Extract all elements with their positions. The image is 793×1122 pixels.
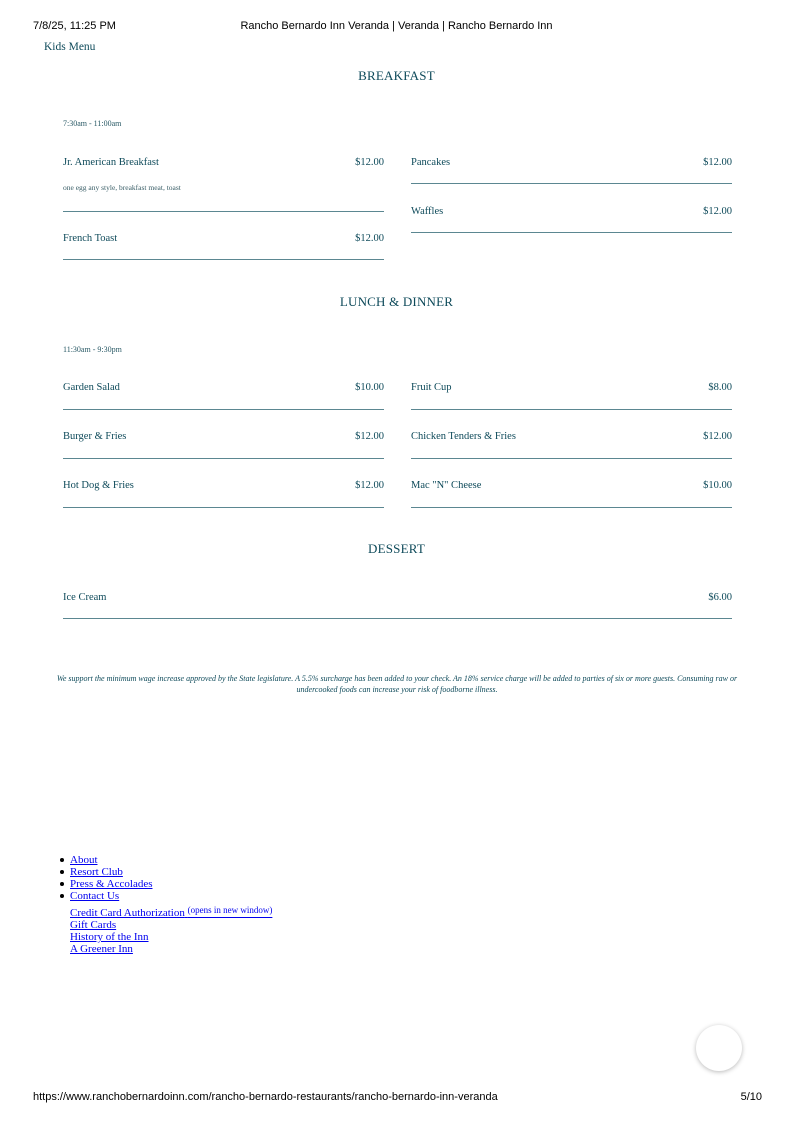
footer-item-press [70, 878, 272, 890]
menu-item-name: French Toast [63, 233, 118, 244]
menu-item-price: $10.00 [703, 480, 732, 491]
menu-item-price: $12.00 [355, 157, 384, 168]
dessert-title: DESSERT [368, 541, 425, 556]
menu-item-name: Mac "N" Cheese [411, 480, 482, 491]
resort-club-link[interactable]: Resort Club [70, 866, 123, 878]
footer-links [70, 854, 272, 955]
menu-item-price: $12.00 [355, 233, 384, 244]
floating-action-button[interactable] [696, 1025, 742, 1071]
footer-item-resort-club [70, 866, 272, 878]
footer-item-about [70, 854, 272, 866]
history-link[interactable]: History of the Inn [70, 931, 149, 943]
menu-item-price: $12.00 [355, 480, 384, 491]
print-page-number: 5/10 [740, 1091, 762, 1103]
menu-item-jr-american-breakfast [63, 157, 384, 212]
menu-item-waffles [411, 206, 732, 233]
breakfast-title: BREAKFAST [358, 68, 435, 83]
lunch-dinner-title: LUNCH & DINNER [339, 294, 454, 309]
menu-item-price: $8.00 [708, 382, 732, 393]
print-url: https://www.ranchobernardoinn.com/rancho-bernardo-restaurants/rancho-bernardo-inn-veranda [33, 1091, 498, 1103]
menu-item-name: Burger & Fries [63, 431, 127, 442]
menu-item-name: Pancakes [411, 157, 451, 168]
print-page-title: Rancho Bernardo Inn Veranda | Veranda | Rancho Bernardo Inn [240, 20, 553, 32]
menu-item-description: one egg any style, breakfast meat, toast [63, 183, 181, 192]
menu-item-pancakes [411, 157, 732, 184]
gift-cards-link[interactable]: Gift Cards [70, 919, 117, 931]
menu-item-price: $10.00 [355, 382, 384, 393]
menu-item-price: $12.00 [703, 431, 732, 442]
menu-item-fruit-cup [411, 382, 732, 410]
credit-card-authorization-link[interactable] [70, 904, 272, 919]
menu-item-name: Chicken Tenders & Fries [411, 431, 516, 442]
menu-item-name: Jr. American Breakfast [63, 157, 159, 168]
menu-item-name: Hot Dog & Fries [63, 480, 134, 491]
menu-item-price: $6.00 [708, 592, 732, 603]
menu-item-ice-cream [63, 592, 732, 619]
menu-item-name: Ice Cream [63, 592, 107, 603]
menu-item-name: Fruit Cup [411, 382, 452, 393]
menu-item-price: $12.00 [355, 431, 384, 442]
menu-item-mac-n-cheese [411, 480, 732, 508]
contact-us-link[interactable]: Contact Us [70, 890, 120, 902]
opens-new-window-note: (opens in new window) [187, 905, 273, 915]
print-datetime: 7/8/25, 11:25 PM [33, 20, 116, 32]
menu-item-chicken-tenders-fries [411, 431, 732, 459]
breakfast-hours: 7:30am - 11:00am [63, 119, 122, 128]
menu-item-french-toast [63, 233, 384, 260]
menu-item-garden-salad [63, 382, 384, 410]
menu-item-name: Garden Salad [63, 382, 120, 393]
menu-item-name: Waffles [411, 206, 444, 217]
menu-item-price: $12.00 [703, 206, 732, 217]
disclaimer-text: We support the minimum wage increase approved by the State legislature. A 5.5% surcharge has been added to your check. An 18% service charge will be added to parties of six or more guests. Consuming raw or undercooked foods can increase your risk of foodborne illness. [56, 674, 738, 694]
footer-item-contact [70, 890, 272, 955]
about-link[interactable]: About [70, 854, 98, 866]
menu-item-hot-dog-fries [63, 480, 384, 508]
menu-item-price: $12.00 [703, 157, 732, 168]
menu-item-burger-fries [63, 431, 384, 459]
greener-inn-link[interactable]: A Greener Inn [70, 943, 133, 955]
print-header [33, 20, 760, 34]
lunch-dinner-hours: 11:30am - 9:30pm [63, 345, 122, 354]
print-footer [33, 1091, 762, 1105]
press-accolades-link[interactable]: Press & Accolades [70, 878, 153, 890]
credit-card-link-label: Credit Card Authorization [70, 907, 185, 919]
menu-label: Kids Menu [44, 41, 96, 53]
